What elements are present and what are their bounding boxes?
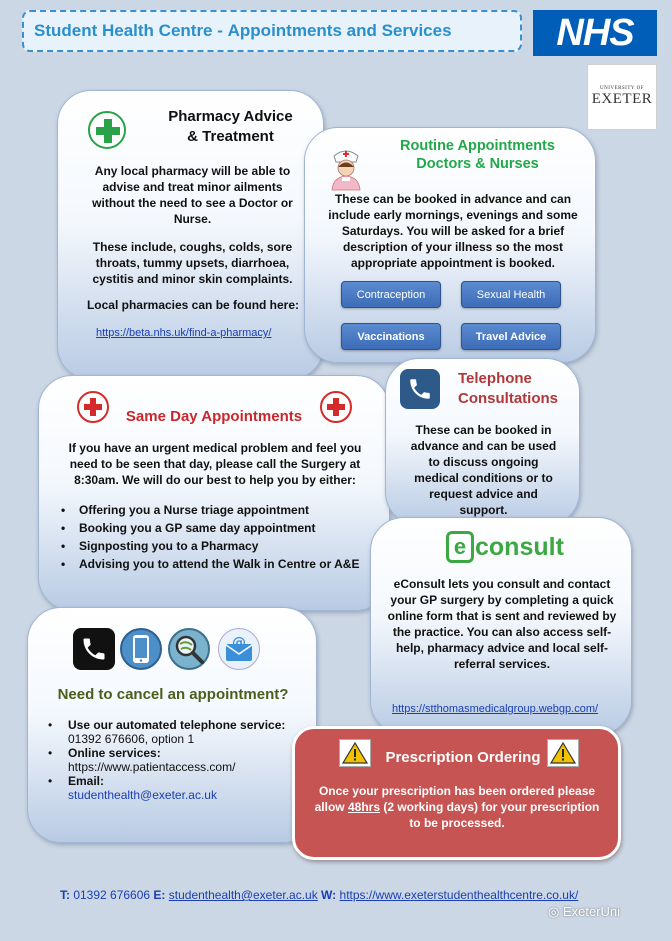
phone-icon (400, 369, 440, 409)
warning-icon (339, 739, 371, 767)
title-part2: Appointments and Services (227, 21, 452, 40)
cancel-item-value: https://www.patientaccess.com/ (68, 760, 236, 774)
econsult-card (370, 517, 632, 735)
prescription-para (309, 783, 605, 831)
routine-title-line2: Doctors & Nurses (416, 156, 539, 172)
telephone-para: These can be booked in advance and can be used to discuss ongoing medical conditions or to request advice and support. (410, 423, 557, 517)
footer-email-link[interactable]: studenthealth@exeter.ac.uk (168, 888, 318, 902)
red-cross-icon (77, 391, 109, 423)
email-icon (218, 628, 260, 670)
travel-advice-button[interactable]: Travel Advice (461, 323, 561, 350)
routine-para: These can be booked in advance and can include early mornings, evenings and some Saturdays. You will be asked for a brief description of your illness so the most appropriate appointment is booked. (328, 192, 578, 270)
cancel-title: Need to cancel an appointment? (57, 686, 289, 703)
mobile-icon (120, 628, 162, 670)
pharmacy-para3: Local pharmacies can be found here: (86, 298, 300, 312)
title-part1: Student Health Centre (34, 21, 213, 40)
prescription-title: Prescription Ordering (385, 749, 541, 766)
pharmacy-title-line1: Pharmacy Advice (168, 108, 293, 125)
prescription-text-end: (2 working days) for your prescription to be processed. (380, 800, 600, 830)
cancel-item-label: Email: (68, 774, 105, 788)
list-item: • Offering you a Nurse triage appointment (61, 501, 359, 519)
footer-contact (60, 888, 620, 902)
telephone-title (458, 369, 573, 409)
vaccinations-button[interactable]: Vaccinations (341, 323, 441, 350)
list-item (48, 718, 313, 746)
cancel-appointment-card (27, 607, 317, 843)
same-day-para: If you have an urgent medical problem and feel you need to be seen that day, please call the Surgery at 8:30am. We will do our best to help you by either: (68, 441, 362, 487)
pharmacy-para1: Any local pharmacy will be able to advise and treat minor ailments without the need to see a Doctor or Nurse. (92, 164, 293, 226)
cancel-item-label: Online services: (68, 746, 161, 760)
same-day-appointments-card (38, 375, 390, 611)
econsult-logo (446, 530, 564, 564)
routine-title (365, 137, 590, 173)
list-item: • Advising you to attend the Walk in Centre or A&E (61, 555, 359, 573)
list-item: • Booking you a GP same day appointment (61, 519, 359, 537)
pharmacy-title-line2: & Treatment (187, 128, 274, 145)
page-title-banner (22, 10, 522, 52)
red-cross-icon (320, 391, 352, 423)
web-search-icon (168, 628, 210, 670)
watermark (548, 904, 620, 920)
prescription-text-start: Once your prescription has been ordered please allow (314, 784, 596, 814)
green-cross-icon (88, 111, 126, 149)
exeter-logo-big: EXETER (591, 91, 653, 107)
routine-title-line1: Routine Appointments (400, 138, 555, 154)
title-separator: - (212, 21, 228, 40)
cancel-item-value: 01392 676606, option 1 (68, 732, 195, 746)
prescription-48hrs: 48hrs (347, 800, 380, 814)
econsult-link[interactable]: https://stthomasmedicalgroup.webgp.com/ (392, 703, 599, 715)
cancel-item-label: Use our automated telephone service: (68, 718, 286, 732)
prescription-ordering-card (292, 726, 621, 860)
same-day-title: Same Day Appointments (125, 408, 303, 425)
phone-icon (73, 628, 115, 670)
list-item: • Signposting you to a Pharmacy (61, 537, 359, 555)
footer-phone: 01392 676606 (70, 888, 154, 902)
footer-website-link[interactable]: https://www.exeterstudenthealthcentre.co.uk/ (339, 888, 579, 902)
footer-e-label: E: (153, 888, 166, 902)
footer-w-label: W: (317, 888, 337, 902)
wechat-icon: ◎ (548, 904, 563, 919)
watermark-text: ExeterUni (562, 904, 621, 919)
telephone-consultations-card (385, 358, 580, 526)
econsult-logo-text: consult (475, 532, 564, 561)
cancel-email-link[interactable]: studenthealth@exeter.ac.uk (68, 788, 217, 802)
routine-appointments-card (304, 127, 596, 363)
econsult-logo-e: e (446, 531, 474, 563)
list-item (48, 746, 313, 774)
sexual-health-button[interactable]: Sexual Health (461, 281, 561, 308)
exeter-logo-small: UNIVERSITY OF (600, 86, 644, 91)
list-item (48, 774, 313, 802)
econsult-para: eConsult lets you consult and contact your GP surgery by completing a quick online form that is sent and reviewed by the practice. You can also access self-help, pharmacy advice and local self-referral services. (387, 577, 617, 671)
nurse-icon (327, 146, 365, 192)
footer-t-label: T: (60, 888, 70, 902)
pharmacy-title (143, 107, 318, 147)
cancel-options-list (48, 718, 313, 802)
pharmacy-card (57, 90, 324, 380)
telephone-title-line2: Consultations (458, 390, 558, 407)
nhs-logo-text: NHS (556, 11, 634, 54)
pharmacy-link[interactable]: https://beta.nhs.uk/find-a-pharmacy/ (96, 327, 272, 339)
same-day-options-list (61, 501, 359, 573)
svg-text:@: @ (232, 635, 246, 651)
university-exeter-logo (587, 64, 657, 130)
pharmacy-para2: These include, coughs, colds, sore throats, tummy upsets, diarrhoea, cystitis and minor skin complaints. (92, 240, 293, 286)
nhs-logo (533, 10, 657, 56)
contraception-button[interactable]: Contraception (341, 281, 441, 308)
telephone-title-line1: Telephone (458, 370, 532, 387)
